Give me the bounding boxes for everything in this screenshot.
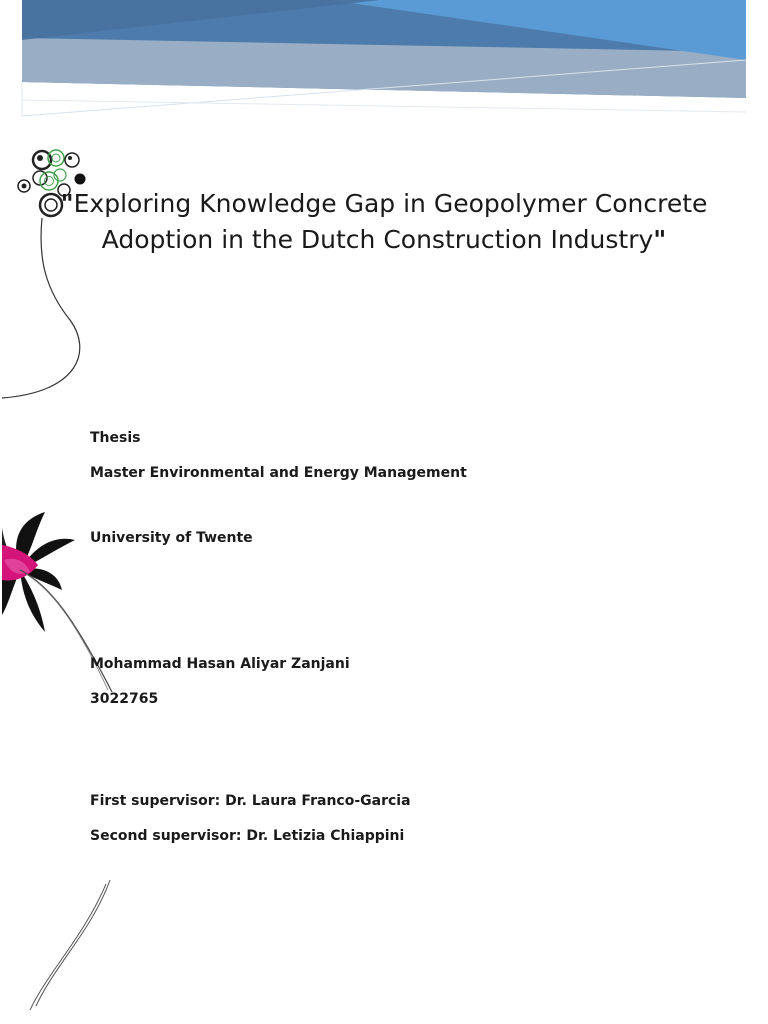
title-close-quote: " bbox=[653, 225, 667, 254]
title-line-2: Adoption in the Dutch Construction Industry bbox=[101, 225, 654, 254]
thesis-title bbox=[60, 186, 708, 258]
document-type: Thesis bbox=[90, 430, 141, 446]
curved-lines-icon bbox=[30, 880, 110, 1010]
title-line-1: Exploring Knowledge Gap in Geopolymer Concrete bbox=[73, 189, 708, 218]
header-banner-graphic bbox=[22, 0, 746, 116]
title-open-quote: " bbox=[60, 189, 74, 218]
program-name: Master Environmental and Energy Management bbox=[90, 465, 467, 481]
university-name: University of Twente bbox=[90, 530, 253, 546]
second-supervisor: Second supervisor: Dr. Letizia Chiappini bbox=[90, 828, 405, 844]
student-number: 3022765 bbox=[90, 691, 159, 707]
first-supervisor: First supervisor: Dr. Laura Franco-Garcia bbox=[90, 793, 411, 809]
author-name: Mohammad Hasan Aliyar Zanjani bbox=[90, 656, 350, 672]
